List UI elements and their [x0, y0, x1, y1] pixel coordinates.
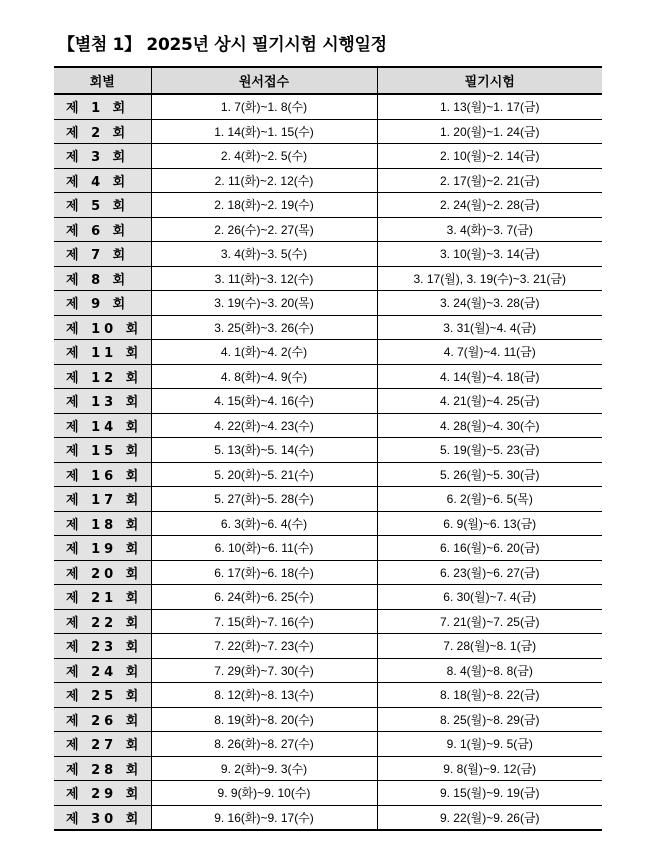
- exam-period-cell: 9. 22(월)~9. 26(금): [377, 805, 602, 830]
- application-period-cell: 7. 22(화)~7. 23(수): [151, 634, 377, 659]
- exam-period-cell: 5. 19(월)~5. 23(금): [377, 438, 602, 463]
- table-row: [54, 340, 602, 365]
- application-period-cell: 8. 12(화)~8. 13(수): [151, 683, 377, 708]
- table-row: [54, 609, 602, 634]
- round-cell: 제 12 회: [54, 364, 151, 389]
- round-cell: 제 17 회: [54, 487, 151, 512]
- round-cell: 제 9 회: [54, 291, 151, 316]
- header-exam: 필기시험: [377, 67, 602, 94]
- table-row: [54, 756, 602, 781]
- round-cell: 제 27 회: [54, 732, 151, 757]
- round-cell: 제 24 회: [54, 658, 151, 683]
- application-period-cell: 2. 11(화)~2. 12(수): [151, 168, 377, 193]
- application-period-cell: 6. 24(화)~6. 25(수): [151, 585, 377, 610]
- application-period-cell: 4. 1(화)~4. 2(수): [151, 340, 377, 365]
- application-period-cell: 4. 8(화)~4. 9(수): [151, 364, 377, 389]
- application-period-cell: 6. 10(화)~6. 11(수): [151, 536, 377, 561]
- table-row: [54, 658, 602, 683]
- round-cell: 제 1 회: [54, 94, 151, 119]
- table-row: [54, 511, 602, 536]
- table-row: [54, 805, 602, 830]
- exam-period-cell: 2. 10(월)~2. 14(금): [377, 144, 602, 169]
- application-period-cell: 8. 26(화)~8. 27(수): [151, 732, 377, 757]
- table-row: [54, 364, 602, 389]
- table-row: [54, 291, 602, 316]
- exam-period-cell: 9. 15(월)~9. 19(금): [377, 781, 602, 806]
- application-period-cell: 4. 15(화)~4. 16(수): [151, 389, 377, 414]
- exam-schedule-table: [54, 66, 602, 831]
- application-period-cell: 1. 14(화)~1. 15(수): [151, 119, 377, 144]
- application-period-cell: 4. 22(화)~4. 23(수): [151, 413, 377, 438]
- exam-period-cell: 6. 2(월)~6. 5(목): [377, 487, 602, 512]
- exam-period-cell: 7. 28(월)~8. 1(금): [377, 634, 602, 659]
- exam-period-cell: 3. 31(월)~4. 4(금): [377, 315, 602, 340]
- table-row: [54, 536, 602, 561]
- round-cell: 제 28 회: [54, 756, 151, 781]
- exam-period-cell: 4. 28(월)~4. 30(수): [377, 413, 602, 438]
- round-cell: 제 8 회: [54, 266, 151, 291]
- application-period-cell: 3. 4(화)~3. 5(수): [151, 242, 377, 267]
- application-period-cell: 1. 7(화)~1. 8(수): [151, 94, 377, 119]
- round-cell: 제 16 회: [54, 462, 151, 487]
- table-row: [54, 94, 602, 119]
- table-row: [54, 462, 602, 487]
- application-period-cell: 5. 20(화)~5. 21(수): [151, 462, 377, 487]
- round-cell: 제 30 회: [54, 805, 151, 830]
- round-cell: 제 18 회: [54, 511, 151, 536]
- table-row: [54, 266, 602, 291]
- round-cell: 제 23 회: [54, 634, 151, 659]
- exam-period-cell: 1. 13(월)~1. 17(금): [377, 94, 602, 119]
- round-cell: 제 5 회: [54, 193, 151, 218]
- exam-period-cell: 4. 7(월)~4. 11(금): [377, 340, 602, 365]
- round-cell: 제 15 회: [54, 438, 151, 463]
- application-period-cell: 7. 29(화)~7. 30(수): [151, 658, 377, 683]
- table-row: [54, 634, 602, 659]
- table-row: [54, 193, 602, 218]
- round-cell: 제 19 회: [54, 536, 151, 561]
- table-row: [54, 707, 602, 732]
- round-cell: 제 22 회: [54, 609, 151, 634]
- round-cell: 제 26 회: [54, 707, 151, 732]
- header-round: 회별: [54, 67, 151, 94]
- application-period-cell: 6. 17(화)~6. 18(수): [151, 560, 377, 585]
- table-row: [54, 438, 602, 463]
- application-period-cell: 8. 19(화)~8. 20(수): [151, 707, 377, 732]
- exam-period-cell: 8. 25(월)~8. 29(금): [377, 707, 602, 732]
- exam-period-cell: 6. 30(월)~7. 4(금): [377, 585, 602, 610]
- exam-period-cell: 2. 24(월)~2. 28(금): [377, 193, 602, 218]
- exam-period-cell: 4. 14(월)~4. 18(금): [377, 364, 602, 389]
- table-row: [54, 732, 602, 757]
- table-row: [54, 683, 602, 708]
- round-cell: 제 14 회: [54, 413, 151, 438]
- application-period-cell: 3. 19(수)~3. 20(목): [151, 291, 377, 316]
- application-period-cell: 9. 2(화)~9. 3(수): [151, 756, 377, 781]
- round-cell: 제 21 회: [54, 585, 151, 610]
- round-cell: 제 25 회: [54, 683, 151, 708]
- table-row: [54, 585, 602, 610]
- table-row: [54, 389, 602, 414]
- application-period-cell: 2. 4(화)~2. 5(수): [151, 144, 377, 169]
- exam-period-cell: 3. 10(월)~3. 14(금): [377, 242, 602, 267]
- application-period-cell: 9. 16(화)~9. 17(수): [151, 805, 377, 830]
- exam-period-cell: 6. 16(월)~6. 20(금): [377, 536, 602, 561]
- round-cell: 제 11 회: [54, 340, 151, 365]
- application-period-cell: 2. 26(수)~2. 27(목): [151, 217, 377, 242]
- table-row: [54, 315, 602, 340]
- exam-period-cell: 8. 4(월)~8. 8(금): [377, 658, 602, 683]
- exam-period-cell: 9. 1(월)~9. 5(금): [377, 732, 602, 757]
- table-header-row: [54, 67, 602, 94]
- round-cell: 제 20 회: [54, 560, 151, 585]
- application-period-cell: 7. 15(화)~7. 16(수): [151, 609, 377, 634]
- round-cell: 제 4 회: [54, 168, 151, 193]
- exam-period-cell: 6. 9(월)~6. 13(금): [377, 511, 602, 536]
- exam-period-cell: 3. 17(월), 3. 19(수)~3. 21(금): [377, 266, 602, 291]
- table-row: [54, 119, 602, 144]
- exam-period-cell: 2. 17(월)~2. 21(금): [377, 168, 602, 193]
- exam-period-cell: 1. 20(월)~1. 24(금): [377, 119, 602, 144]
- exam-period-cell: 8. 18(월)~8. 22(금): [377, 683, 602, 708]
- header-application: 원서접수: [151, 67, 377, 94]
- application-period-cell: 9. 9(화)~9. 10(수): [151, 781, 377, 806]
- exam-period-cell: 5. 26(월)~5. 30(금): [377, 462, 602, 487]
- table-row: [54, 144, 602, 169]
- exam-period-cell: 9. 8(월)~9. 12(금): [377, 756, 602, 781]
- round-cell: 제 6 회: [54, 217, 151, 242]
- exam-period-cell: 3. 24(월)~3. 28(금): [377, 291, 602, 316]
- application-period-cell: 5. 27(화)~5. 28(수): [151, 487, 377, 512]
- round-cell: 제 29 회: [54, 781, 151, 806]
- table-row: [54, 168, 602, 193]
- table-row: [54, 487, 602, 512]
- document-title: 【별첨 1】 2025년 상시 필기시험 시행일정: [58, 35, 387, 55]
- round-cell: 제 10 회: [54, 315, 151, 340]
- table-row: [54, 217, 602, 242]
- table-body: [54, 94, 602, 830]
- application-period-cell: 2. 18(화)~2. 19(수): [151, 193, 377, 218]
- table-row: [54, 242, 602, 267]
- exam-period-cell: 4. 21(월)~4. 25(금): [377, 389, 602, 414]
- table-row: [54, 560, 602, 585]
- round-cell: 제 2 회: [54, 119, 151, 144]
- table-row: [54, 413, 602, 438]
- table-row: [54, 781, 602, 806]
- exam-period-cell: 7. 21(월)~7. 25(금): [377, 609, 602, 634]
- application-period-cell: 3. 11(화)~3. 12(수): [151, 266, 377, 291]
- round-cell: 제 7 회: [54, 242, 151, 267]
- round-cell: 제 3 회: [54, 144, 151, 169]
- exam-period-cell: 6. 23(월)~6. 27(금): [377, 560, 602, 585]
- application-period-cell: 5. 13(화)~5. 14(수): [151, 438, 377, 463]
- round-cell: 제 13 회: [54, 389, 151, 414]
- application-period-cell: 6. 3(화)~6. 4(수): [151, 511, 377, 536]
- application-period-cell: 3. 25(화)~3. 26(수): [151, 315, 377, 340]
- exam-period-cell: 3. 4(화)~3. 7(금): [377, 217, 602, 242]
